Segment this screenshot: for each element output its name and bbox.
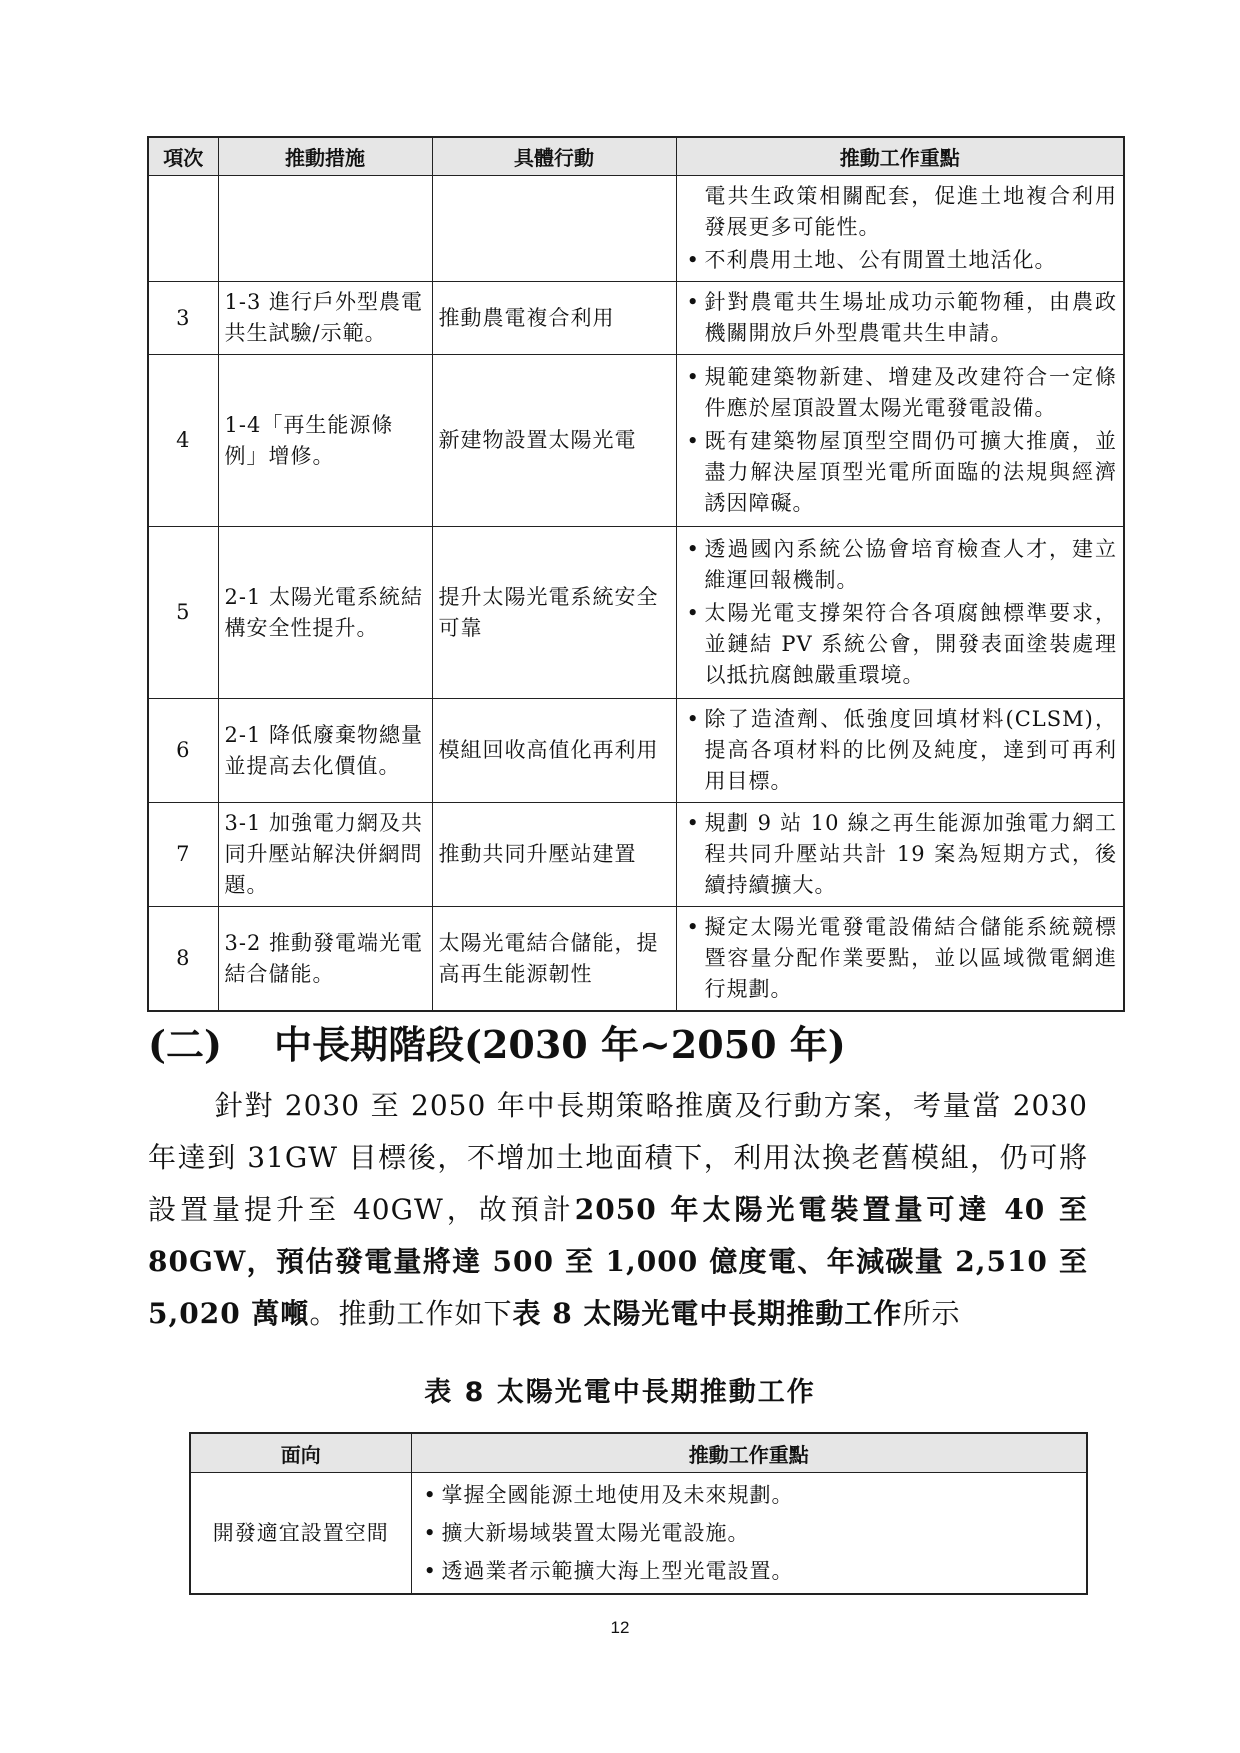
bullet-icon: • [686, 365, 700, 389]
key-point-item [683, 362, 1118, 424]
bullet-icon: • [686, 537, 700, 561]
cell-measure: 3-2 推動發電端光電結合儲能。 [218, 907, 432, 1012]
bullet-icon: • [686, 290, 700, 314]
cell-measure: 2-1 降低廢棄物總量並提高去化價值。 [218, 699, 432, 803]
key-point-text: 針對農電共生場址成功示範物種，由農政機關開放戶外型農電共生申請。 [704, 290, 1117, 345]
paragraph-text-1: 針對 2030 至 2050 年中長期策略推廣及行動方案，考量當 2030 年達到 31GW 目標後，不增加土地面積下，利用汰換老舊模組，仍可將設置量提升至 40GW，故預計 [148, 1089, 1088, 1226]
key-point-item [420, 1553, 1079, 1589]
cell-key-points [676, 355, 1124, 527]
key-point-item [420, 1477, 1079, 1513]
bullet-icon: • [686, 707, 700, 731]
header-key-points: 推動工作重點 [411, 1433, 1087, 1473]
cell-key-points [676, 699, 1124, 803]
table-row [148, 907, 1124, 1012]
key-point-text: 既有建築物屋頂型空間仍可擴大推廣，並盡力解決屋頂型光電所面臨的法規與經濟誘因障礙。 [704, 429, 1117, 515]
table-row [190, 1473, 1087, 1595]
cell-key-points [676, 527, 1124, 699]
body-paragraph [148, 1080, 1088, 1340]
key-point-item [683, 245, 1118, 276]
cell-facet: 開發適宜設置空間 [190, 1473, 411, 1595]
key-point-text: 掌握全國能源土地使用及未來規劃。 [441, 1483, 794, 1507]
cell-item-no: 8 [148, 907, 218, 1012]
section-number: (二) [148, 1022, 222, 1067]
header-item-no: 項次 [148, 137, 218, 176]
table-row [148, 803, 1124, 907]
cell-action: 推動農電複合利用 [432, 282, 676, 355]
table-row [148, 355, 1124, 527]
key-point-item [420, 1515, 1079, 1551]
cell-item-no: 6 [148, 699, 218, 803]
key-point-item [683, 808, 1118, 901]
key-point-item [683, 287, 1118, 349]
cell-item-no: 4 [148, 355, 218, 527]
key-point-text: 電共生政策相關配套，促進土地複合利用發展更多可能性。 [704, 184, 1117, 239]
header-measure: 推動措施 [218, 137, 432, 176]
bullet-icon: • [423, 1521, 437, 1545]
key-point-text: 透過國內系統公協會培育檢查人才，建立維運回報機制。 [704, 537, 1117, 592]
paragraph-text-3: 所示 [902, 1297, 961, 1330]
key-point-item [683, 426, 1118, 519]
cell-measure: 1-3 進行戶外型農電共生試驗/示範。 [218, 282, 432, 355]
cell-measure: 3-1 加強電力網及共同升壓站解決併網問題。 [218, 803, 432, 907]
bullet-icon: • [686, 248, 700, 272]
cell-measure [218, 176, 432, 282]
key-point-text: 透過業者示範擴大海上型光電設置。 [441, 1559, 794, 1583]
cell-key-points [411, 1473, 1087, 1595]
bullet-icon: • [423, 1483, 437, 1507]
section-title: 中長期階段(2030 年~2050 年) [274, 1022, 846, 1067]
cell-action: 模組回收高值化再利用 [432, 699, 676, 803]
cell-action: 提升太陽光電系統安全可靠 [432, 527, 676, 699]
key-point-text: 除了造渣劑、低強度回填材料(CLSM)，提高各項材料的比例及純度，達到可再利用目標。 [704, 707, 1117, 793]
bullet-icon: • [686, 915, 700, 939]
key-point-item [683, 598, 1118, 691]
bullet-icon: • [686, 429, 700, 453]
cell-item-no: 7 [148, 803, 218, 907]
table-row [148, 176, 1124, 282]
bullet-icon: • [686, 811, 700, 835]
paragraph-bold-2: 表 8 太陽光電中長期推動工作 [512, 1297, 903, 1330]
table-header-row [190, 1433, 1087, 1473]
key-point-text: 擴大新場域裝置太陽光電設施。 [441, 1521, 750, 1545]
table-caption: 表 8 太陽光電中長期推動工作 [424, 1377, 816, 1408]
header-action: 具體行動 [432, 137, 676, 176]
paragraph-bold-1: 2050 年太陽光電裝置量可達 40 至 80GW，預估發電量將達 500 至 1,000 億度電、年減碳量 2,510 至 5,020 萬噸 [148, 1193, 1088, 1330]
cell-item-no: 3 [148, 282, 218, 355]
table-row [148, 699, 1124, 803]
header-key-points: 推動工作重點 [676, 137, 1124, 176]
cell-action [432, 176, 676, 282]
promotion-table [147, 136, 1125, 1012]
cell-key-points [676, 803, 1124, 907]
table-row [148, 282, 1124, 355]
key-point-item [683, 704, 1118, 797]
bullet-icon: • [423, 1559, 437, 1583]
section-heading [148, 1020, 1108, 1070]
key-point-text: 規劃 9 站 10 線之再生能源加強電力網工程共同升壓站共計 19 案為短期方式，後續持續擴大。 [704, 811, 1117, 897]
table-row [148, 527, 1124, 699]
key-point-text: 不利農用土地、公有閒置土地活化。 [704, 248, 1057, 272]
key-point-item [683, 534, 1118, 596]
page-number: 12 [610, 1618, 630, 1637]
header-facet: 面向 [190, 1433, 411, 1473]
long-term-table [189, 1432, 1088, 1595]
key-point-text: 規範建築物新建、增建及改建符合一定條件應於屋頂設置太陽光電發電設備。 [704, 365, 1117, 420]
cell-key-points [676, 176, 1124, 282]
cell-item-no: 5 [148, 527, 218, 699]
cell-item-no [148, 176, 218, 282]
key-point-text: 擬定太陽光電發電設備結合儲能系統競標暨容量分配作業要點，並以區域微電網進行規劃。 [704, 915, 1117, 1001]
cell-key-points [676, 907, 1124, 1012]
bullet-icon: • [686, 601, 700, 625]
cell-action: 推動共同升壓站建置 [432, 803, 676, 907]
table-header-row [148, 137, 1124, 176]
key-point-text: 太陽光電支撐架符合各項腐蝕標準要求，並鏈結 PV 系統公會，開發表面塗裝處理以抵抗腐蝕嚴重環境。 [704, 601, 1117, 687]
cell-action: 太陽光電結合儲能，提高再生能源韌性 [432, 907, 676, 1012]
cell-measure: 1-4「再生能源條例」增修。 [218, 355, 432, 527]
cell-measure: 2-1 太陽光電系統結構安全性提升。 [218, 527, 432, 699]
cell-action: 新建物設置太陽光電 [432, 355, 676, 527]
key-point-item [683, 912, 1118, 1005]
key-point-item [683, 181, 1118, 243]
cell-key-points [676, 282, 1124, 355]
paragraph-text-2: 。推動工作如下 [309, 1297, 513, 1330]
